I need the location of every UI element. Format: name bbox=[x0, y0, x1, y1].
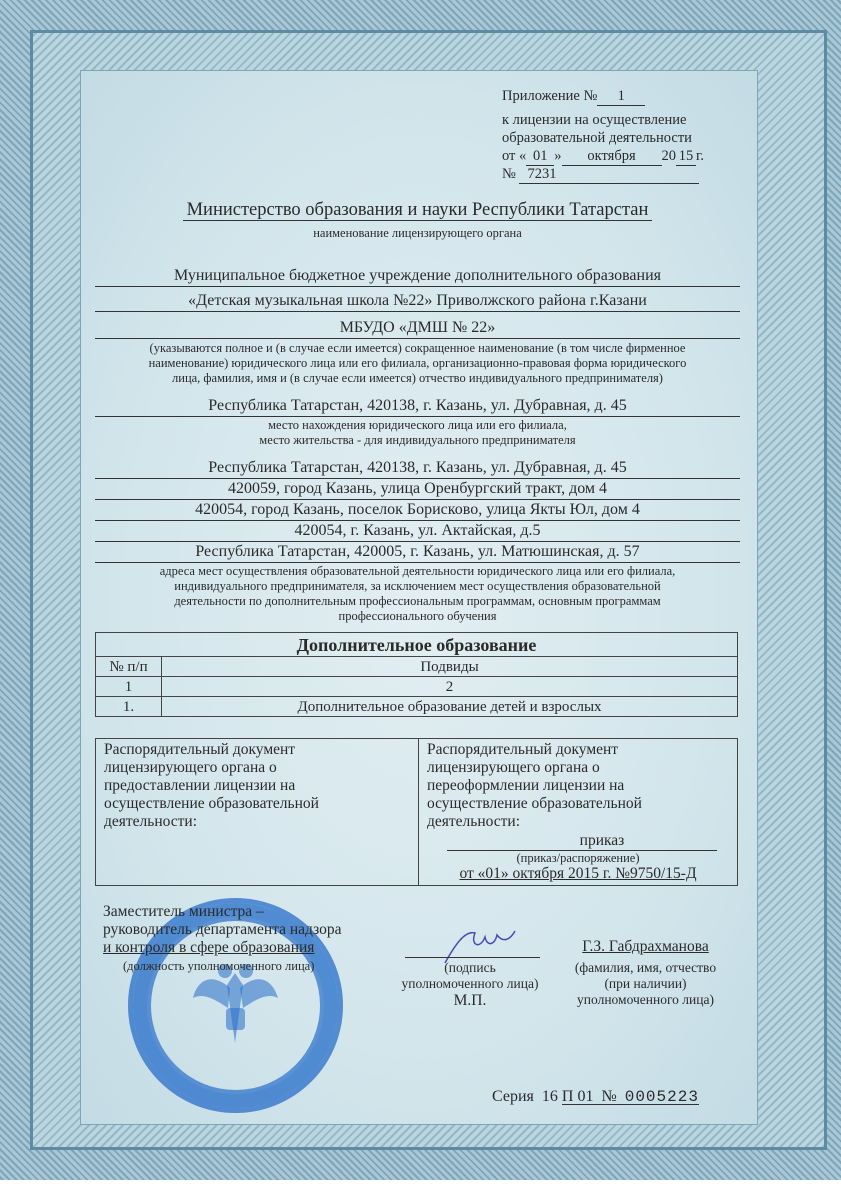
name-caption: уполномоченного лица) bbox=[577, 992, 714, 1007]
activity-caption-4: профессионального обучения bbox=[338, 609, 497, 623]
activity-caption-2: индивидуального предпринимателя, за исключением мест осуществления образовательной bbox=[174, 579, 661, 593]
index-cell: 2 bbox=[162, 677, 738, 697]
grant-line: Распорядительный документ bbox=[104, 741, 296, 758]
reissue-document-box bbox=[418, 738, 738, 886]
activity-address: Республика Татарстан, 420138, г. Казань, ул. Дубравная, д. 45 bbox=[95, 458, 740, 479]
date-day: 01 bbox=[526, 148, 554, 166]
authority-caption: наименование лицензирующего органа bbox=[313, 226, 522, 240]
org-caption-2: наименование) юридического лица или его филиала, организационно-правовая форма юридического bbox=[148, 356, 687, 370]
date-month: октября bbox=[562, 148, 662, 166]
reissue-line: Распорядительный документ bbox=[427, 741, 619, 758]
signatory-name: Г.З. Габдрахманова bbox=[582, 938, 709, 955]
year-suffix: г. bbox=[696, 148, 704, 164]
position-line: и контроля в сфере образования bbox=[103, 939, 315, 956]
legal-address-caption-2: место жительства - для индивидуального предпринимателя bbox=[259, 433, 576, 447]
number-label: № bbox=[502, 166, 516, 182]
table-row bbox=[96, 697, 738, 717]
header-number: № п/п bbox=[96, 657, 162, 677]
row-subtype: Дополнительное образование детей и взрослых bbox=[162, 697, 738, 717]
license-number: 7231 bbox=[519, 166, 699, 184]
series-label: Серия bbox=[492, 1088, 534, 1105]
grant-line: предоставлении лицензии на bbox=[104, 777, 296, 794]
activity-caption-1: адреса мест осуществления образовательной деятельности юридического лица или его филиала, bbox=[159, 564, 676, 578]
activity-caption-3: деятельности по дополнительным профессиональным программам, основным программам bbox=[174, 594, 661, 608]
document-reference: от «01» октября 2015 г. №9750/15-Д bbox=[459, 865, 697, 882]
reissue-line: осуществление образовательной bbox=[427, 795, 642, 812]
grant-line: лицензирующего органа о bbox=[104, 759, 277, 776]
reissue-line: переоформлении лицензии на bbox=[427, 777, 625, 794]
footer-strip bbox=[0, 1180, 841, 1200]
series-number: 0005223 bbox=[624, 1088, 699, 1106]
document-type-caption: (приказ/распоряжение) bbox=[516, 851, 640, 865]
sign-caption: уполномоченного лица) bbox=[401, 976, 539, 991]
education-table bbox=[95, 632, 738, 717]
grant-document-box bbox=[95, 738, 419, 886]
position-line: руководитель департамента надзора bbox=[103, 921, 342, 938]
series-value: 16 П 01 bbox=[541, 1088, 594, 1105]
series-number-label: № bbox=[601, 1088, 617, 1105]
org-caption-1: (указываются полное и (в случае если имеется) сокращенное наименование (в том числе фирменное bbox=[149, 341, 686, 355]
appendix-line2: к лицензии на осуществление bbox=[502, 112, 687, 128]
name-caption: (фамилия, имя, отчество bbox=[574, 960, 717, 975]
table-title: Дополнительное образование bbox=[96, 633, 738, 657]
sign-caption: (подпись bbox=[444, 960, 496, 975]
position-caption: (должность уполномоченного лица) bbox=[123, 959, 315, 973]
handwritten-signature bbox=[425, 925, 535, 965]
date-year: 15 bbox=[676, 148, 696, 166]
activity-address: Республика Татарстан, 420005, г. Казань, ул. Матюшинская, д. 57 bbox=[95, 542, 740, 563]
date-prefix: от « bbox=[502, 148, 527, 164]
year-prefix: 20 bbox=[661, 148, 677, 164]
position-line: Заместитель министра – bbox=[103, 903, 264, 920]
org-name-line2: «Детская музыкальная школа №22» Приволжского района г.Казани bbox=[95, 291, 740, 312]
date-mid: » bbox=[554, 148, 562, 164]
grant-line: деятельности: bbox=[104, 813, 198, 830]
org-name-line1: Муниципальное бюджетное учреждение дополнительного образования bbox=[95, 266, 740, 287]
activity-address: 420054, г. Казань, ул. Актайская, д.5 bbox=[95, 521, 740, 542]
activity-address: 420054, город Казань, поселок Борисково, улица Якты Юл, дом 4 bbox=[95, 500, 740, 521]
appendix-label: Приложение № bbox=[502, 88, 598, 104]
legal-address: Республика Татарстан, 420138, г. Казань, ул. Дубравная, д. 45 bbox=[95, 396, 740, 417]
legal-address-caption-1: место нахождения юридического лица или его филиала, bbox=[268, 418, 567, 432]
org-short-name: МБУДО «ДМШ № 22» bbox=[95, 318, 740, 339]
appendix-line3: образовательной деятельности bbox=[502, 130, 692, 146]
header-subtypes: Подвиды bbox=[162, 657, 738, 677]
stamp-place-label: М.П. bbox=[453, 992, 487, 1009]
appendix-number: 1 bbox=[597, 88, 645, 106]
grant-line: осуществление образовательной bbox=[104, 795, 319, 812]
row-number: 1. bbox=[96, 697, 162, 717]
org-caption-3: лица, фамилия, имя и (в случае если имеется) отчество индивидуального предпринимателя) bbox=[172, 371, 663, 385]
reissue-line: лицензирующего органа о bbox=[427, 759, 600, 776]
authority-name: Министерство образования и науки Республики Татарстан bbox=[183, 200, 653, 221]
activity-address: 420059, город Казань, улица Оренбургский тракт, дом 4 bbox=[95, 479, 740, 500]
name-caption: (при наличии) bbox=[604, 976, 687, 991]
index-cell: 1 bbox=[96, 677, 162, 697]
reissue-line: деятельности: bbox=[427, 813, 521, 830]
document-type: приказ bbox=[447, 832, 717, 851]
series-block bbox=[492, 1088, 699, 1105]
